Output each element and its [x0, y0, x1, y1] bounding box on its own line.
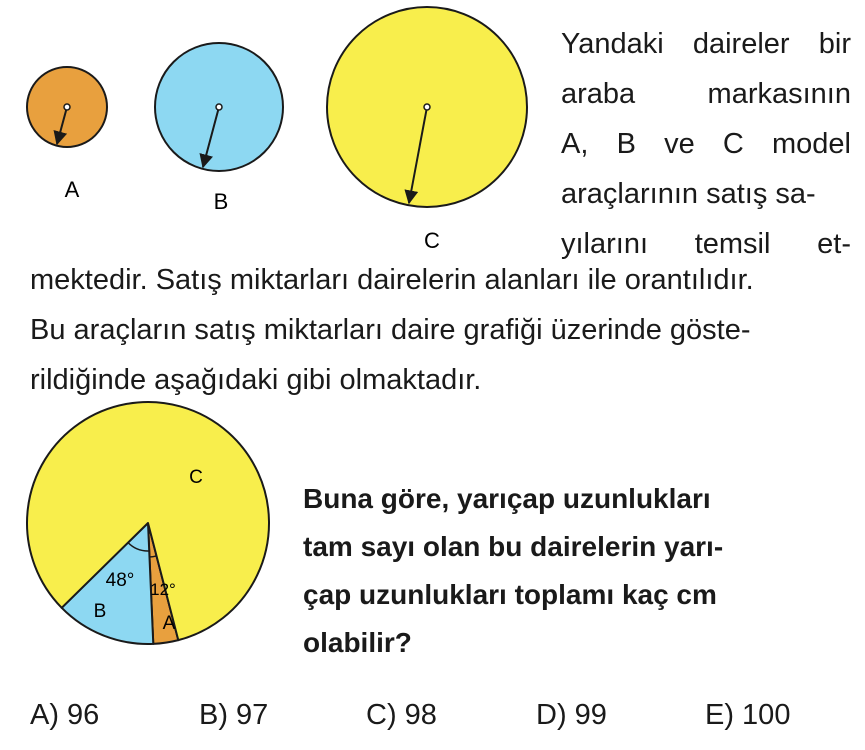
choice-e[interactable]: E) 100 — [705, 699, 791, 731]
circles-figure — [0, 0, 540, 260]
question-line: Buna göre, yarıçap uzunlukları — [303, 483, 711, 514]
pie-label-b: B — [93, 601, 107, 622]
pie-label-a: A — [162, 613, 176, 634]
intro-paragraph — [561, 30, 851, 280]
intro-line: A, B ve C model — [561, 128, 851, 160]
body-line: mektedir. Satış miktarları dairelerin alanları ile orantılıdır. — [30, 264, 754, 296]
choice-a[interactable]: A) 96 — [30, 699, 100, 731]
question-line: tam sayı olan bu dairelerin yarı- — [303, 531, 724, 562]
body-line: rildiğinde aşağıdaki gibi olmaktadır. — [30, 364, 482, 396]
choice-d[interactable]: D) 99 — [536, 699, 607, 731]
question-line: olabilir? — [303, 627, 412, 658]
choice-b[interactable]: B) 97 — [199, 699, 269, 731]
intro-line: araba markasının — [561, 78, 851, 110]
body-paragraph — [30, 266, 835, 416]
question — [303, 485, 723, 677]
circle-c — [327, 7, 527, 207]
angle-label-a: 12° — [150, 580, 176, 599]
intro-line: araçlarının satış sa- — [561, 178, 816, 210]
intro-line: Yandaki daireler bir — [561, 28, 851, 60]
circle-b-label: B — [213, 189, 229, 214]
pie-chart — [0, 395, 300, 660]
circle-c-label: C — [424, 228, 440, 253]
angle-label-b: 48° — [105, 570, 135, 591]
circle-b — [155, 43, 283, 171]
intro-line: yılarını temsil et- — [561, 228, 851, 260]
question-line: çap uzunlukları toplamı kaç cm — [303, 579, 717, 610]
body-line: Bu araçların satış miktarları daire grafiği üzerinde göste- — [30, 314, 751, 346]
circle-a — [27, 67, 107, 147]
pie-label-c: C — [189, 467, 203, 488]
circle-a-label: A — [64, 177, 80, 202]
choice-c[interactable]: C) 98 — [366, 699, 437, 731]
